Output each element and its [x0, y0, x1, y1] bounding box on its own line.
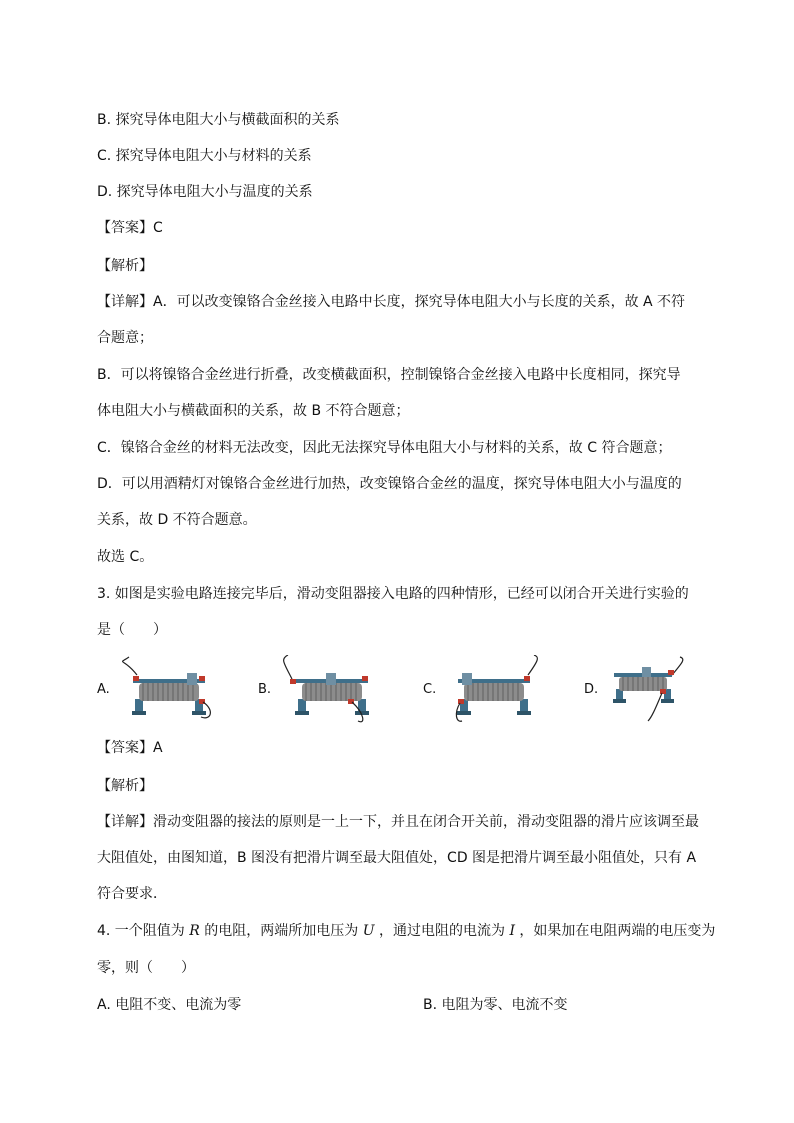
q3-detail-line: 符合要求． — [97, 886, 167, 902]
rheostat-figure-c — [440, 655, 550, 725]
rheostat-figure-a — [115, 655, 225, 725]
q2-option-d: D. 探究导体电阻大小与温度的关系 — [97, 184, 313, 200]
q4-option-b: B. 电阻为零、电流不变 — [423, 997, 568, 1013]
q3-answer: 【答案】A — [97, 740, 163, 756]
q4-stem-text: 4. 一个阻值为 — [97, 923, 185, 939]
q3-stem-continued: 是（ ） — [97, 622, 167, 638]
rheostat-figure-d — [602, 655, 702, 725]
q2-analysis-title: 【解析】 — [97, 258, 153, 274]
q2-detail-line: 关系，故 D 不符合题意。 — [97, 512, 257, 528]
figure-label-c: C. — [423, 682, 437, 697]
q2-option-c: C. 探究导体电阻大小与材料的关系 — [97, 148, 312, 164]
q4-stem — [97, 921, 715, 941]
q2-detail-line: D．可以用酒精灯对镍铬合金丝进行加热，改变镍铬合金丝的温度，探究导体电阻大小与温度的 — [97, 476, 682, 492]
variable-i: I — [509, 923, 515, 939]
q2-detail-line: B．可以将镍铬合金丝进行折叠，改变横截面积，控制镍铬合金丝接入电路中长度相同，探究导 — [97, 367, 681, 383]
q3-stem: 3. 如图是实验电路连接完毕后，滑动变阻器接入电路的四种情形，已经可以闭合开关进行实验的 — [97, 586, 689, 602]
q3-analysis-title: 【解析】 — [97, 778, 153, 794]
q4-stem-text: ，通过电阻的电流为 — [378, 923, 505, 939]
q2-detail-line: 体电阻大小与横截面积的关系，故 B 不符合题意； — [97, 403, 410, 419]
rheostat-figure-b — [278, 655, 388, 725]
q4-stem-text: 的电阻，两端所加电压为 — [204, 923, 359, 939]
figure-label-a: A. — [97, 682, 110, 697]
q2-conclusion: 故选 C。 — [97, 549, 154, 565]
q2-answer: 【答案】C — [97, 220, 163, 236]
q3-detail-line: 大阻值处，由图知道，B 图没有把滑片调至最大阻值处，CD 图是把滑片调至最小阻值处，只有 A — [97, 850, 697, 866]
variable-u: U — [362, 923, 375, 939]
q2-detail-line: C．镍铬合金丝的材料无法改变，因此无法探究导体电阻大小与材料的关系，故 C 符合题意； — [97, 440, 672, 456]
q2-detail-line: 【详解】A．可以改变镍铬合金丝接入电路中长度，探究导体电阻大小与长度的关系，故 A 不符 — [97, 294, 686, 310]
variable-r: R — [189, 923, 200, 939]
q4-stem-continued: 零，则（ ） — [97, 960, 195, 976]
figure-label-d: D. — [584, 682, 599, 697]
q4-stem-text: ，如果加在电阻两端的电压变为 — [519, 923, 716, 939]
figure-label-b: B. — [258, 682, 272, 697]
q4-option-a: A. 电阻不变、电流为零 — [97, 997, 242, 1013]
q2-detail-line: 合题意； — [97, 330, 153, 346]
q3-detail-line: 【详解】滑动变阻器的接法的原则是一上一下，并且在闭合开关前，滑动变阻器的滑片应该调至最 — [97, 814, 699, 830]
q2-option-b: B. 探究导体电阻大小与横截面积的关系 — [97, 112, 340, 128]
